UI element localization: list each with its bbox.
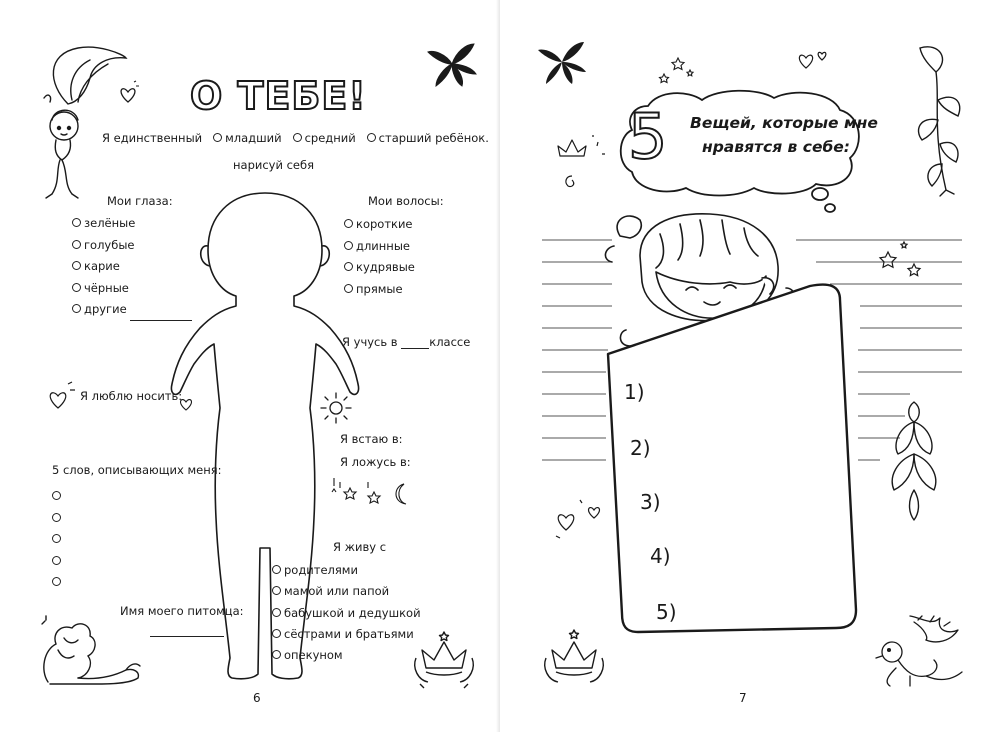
- five-words-label: 5 слов, описывающих меня:: [52, 463, 222, 477]
- list-item-2[interactable]: 2): [630, 436, 651, 460]
- live-with-option[interactable]: сёстрами и братьями: [272, 624, 421, 645]
- live-with-option[interactable]: опекуном: [272, 645, 421, 666]
- page-number-left: 6: [253, 691, 261, 705]
- eyes-checkbox[interactable]: [72, 261, 81, 270]
- pet-name-blank[interactable]: [150, 636, 224, 637]
- crown-doodle-icon: [412, 628, 476, 690]
- five-words-bullet[interactable]: [52, 528, 64, 550]
- pet-name-label: Имя моего питомца:: [120, 604, 244, 618]
- page-number-right: 7: [739, 691, 747, 705]
- school-label-before: Я учусь в: [342, 335, 398, 349]
- live-with-checkbox[interactable]: [272, 608, 281, 617]
- live-with-checkbox[interactable]: [272, 586, 281, 595]
- birth-order-checkbox-1[interactable]: [213, 133, 222, 142]
- live-with-checkbox[interactable]: [272, 650, 281, 659]
- go-to-bed-label: Я ложусь в:: [340, 455, 411, 469]
- five-words-bullet[interactable]: [52, 550, 64, 572]
- sun-doodle-icon: [318, 390, 354, 426]
- birth-order-option-3: старший ребёнок.: [378, 131, 489, 145]
- heart-doodle-icon: [178, 394, 200, 416]
- eyes-label: Мои глаза:: [107, 194, 173, 208]
- dragon-illustration: [870, 612, 966, 694]
- live-with-label: Я живу с: [333, 540, 387, 554]
- list-item-5[interactable]: 5): [656, 600, 677, 624]
- birth-order-option-1: младший: [225, 131, 282, 145]
- hair-option[interactable]: прямые: [344, 279, 415, 301]
- hair-option[interactable]: кудрявые: [344, 257, 415, 279]
- big-number-5: 5: [628, 100, 668, 173]
- flower-doodle-icon: [878, 396, 948, 526]
- hair-option[interactable]: длинные: [344, 236, 415, 258]
- birth-order-checkbox-3[interactable]: [367, 133, 376, 142]
- birth-order-option-2: средний: [304, 131, 356, 145]
- mermaid-illustration: [38, 44, 128, 199]
- birth-order-checkbox-2[interactable]: [293, 133, 302, 142]
- heart-doodle-icon: [46, 378, 76, 418]
- eyes-option[interactable]: другие: [72, 299, 192, 321]
- live-with-checkbox[interactable]: [272, 629, 281, 638]
- live-with-option[interactable]: бабушкой и дедушкой: [272, 603, 421, 624]
- unicorn-illustration: [38, 610, 143, 690]
- live-with-option[interactable]: мамой или папой: [272, 581, 421, 602]
- school-label-after: классе: [429, 335, 471, 349]
- list-item-4[interactable]: 4): [650, 544, 671, 568]
- five-words-bullet[interactable]: [52, 507, 64, 529]
- eyes-option[interactable]: карие: [72, 256, 192, 278]
- eyes-option[interactable]: голубые: [72, 235, 192, 257]
- heart-doodle-icon: [550, 496, 610, 546]
- stars-doodle-icon: [874, 238, 934, 288]
- hair-label: Мои волосы:: [368, 194, 444, 208]
- draw-yourself-label: нарисуй себя: [233, 158, 315, 172]
- hair-option[interactable]: короткие: [344, 214, 415, 236]
- live-with-options: [272, 560, 421, 666]
- live-with-option[interactable]: родителями: [272, 560, 421, 581]
- five-words-list: [52, 485, 64, 593]
- list-item-3[interactable]: 3): [640, 490, 661, 514]
- leaf-sprig-icon: [426, 40, 478, 88]
- school-row: [342, 335, 470, 349]
- birth-order-row: [102, 131, 489, 145]
- eyes-checkbox[interactable]: [72, 283, 81, 292]
- eyes-option[interactable]: зелёные: [72, 213, 192, 235]
- heading-line-2: нравятся в себе:: [702, 138, 850, 156]
- five-words-bullet[interactable]: [52, 485, 64, 507]
- heading-line-1: Вещей, которые мне: [690, 114, 878, 132]
- right-page: [500, 0, 1000, 732]
- page-title: О ТЕБЕ!: [190, 74, 367, 118]
- eyes-checkbox[interactable]: [72, 218, 81, 227]
- eyes-option[interactable]: чёрные: [72, 278, 192, 300]
- like-to-wear-label: Я люблю носить:: [80, 389, 183, 403]
- sign-board: [600, 280, 880, 640]
- live-with-checkbox[interactable]: [272, 565, 281, 574]
- five-words-bullet[interactable]: [52, 571, 64, 593]
- eyes-checkbox[interactable]: [72, 304, 81, 313]
- school-grade-blank[interactable]: [401, 348, 429, 349]
- wake-up-label: Я встаю в:: [340, 432, 403, 446]
- moon-stars-doodle-icon: [328, 474, 414, 508]
- list-item-1[interactable]: 1): [624, 380, 645, 404]
- crown-doodle-icon: [540, 626, 610, 692]
- eyes-checkbox[interactable]: [72, 240, 81, 249]
- birth-order-lead: Я единственный: [102, 131, 203, 145]
- heart-doodle-icon: [118, 80, 140, 110]
